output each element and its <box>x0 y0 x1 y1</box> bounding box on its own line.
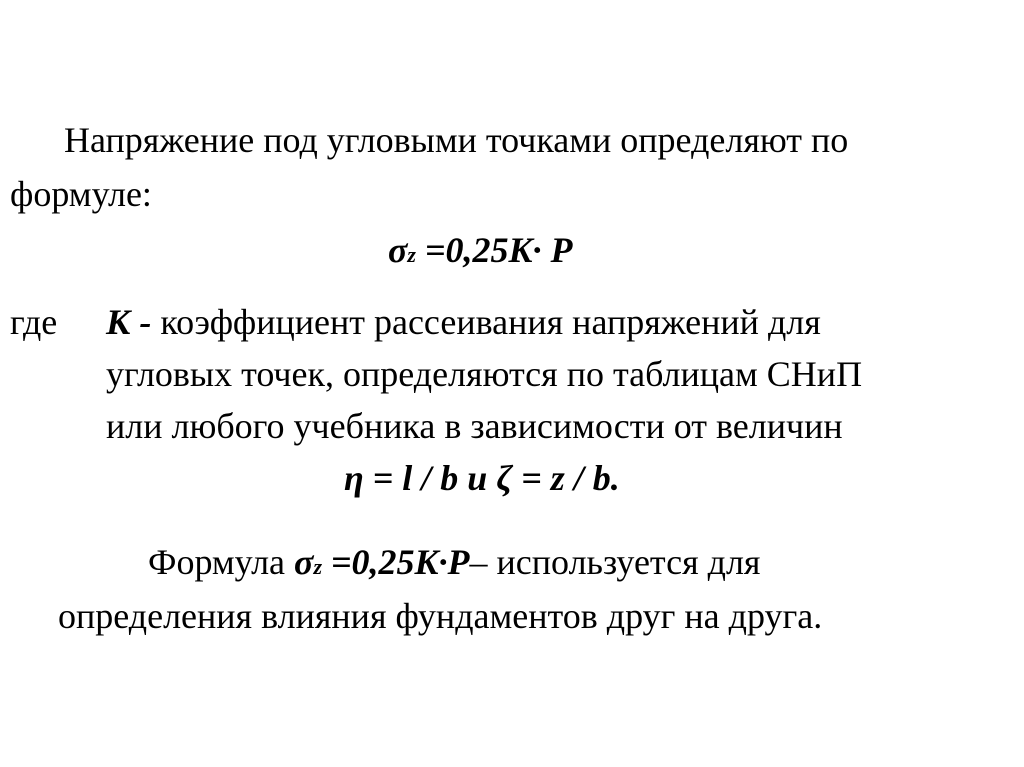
k-definition-line-3: или любого учебника в зависимости от величин <box>106 406 843 446</box>
eta-symbol: η <box>344 458 364 498</box>
bottom-sigma-subscript: z <box>313 554 323 579</box>
k-definition-line-2: угловых точек, определяются по таблицам СНиП <box>106 354 863 394</box>
bottom-prefix: Формула <box>148 542 295 582</box>
intro-line-2: формуле: <box>10 174 152 214</box>
k-symbol: К - <box>106 302 152 342</box>
bottom-formula-expression: =0,25K·P <box>322 542 470 582</box>
formula-eta-zeta <box>344 456 620 500</box>
eta-expression: = l / b и <box>363 458 497 498</box>
where-label: где <box>10 302 58 342</box>
formula-sigma-z <box>388 228 572 277</box>
k-text: коэффициент рассеивания напряжений для <box>151 302 821 342</box>
sigma-subscript: z <box>407 242 416 267</box>
bottom-line-2: определения влияния фундаментов друг на друга. <box>58 596 823 636</box>
bottom-sigma-symbol: σ <box>294 542 314 582</box>
bottom-line-1 <box>148 540 760 589</box>
bottom-formula <box>294 542 469 582</box>
formula-expression: =0,25K· P <box>415 230 573 270</box>
zeta-symbol: ζ <box>496 458 513 498</box>
intro-line-1: Напряжение под угловыми точками определяют по <box>64 120 849 160</box>
bottom-suffix: – используется для <box>469 542 761 582</box>
k-definition-line-1 <box>106 300 821 344</box>
zeta-expression: = z / b. <box>512 458 620 498</box>
sigma-symbol: σ <box>388 230 408 270</box>
